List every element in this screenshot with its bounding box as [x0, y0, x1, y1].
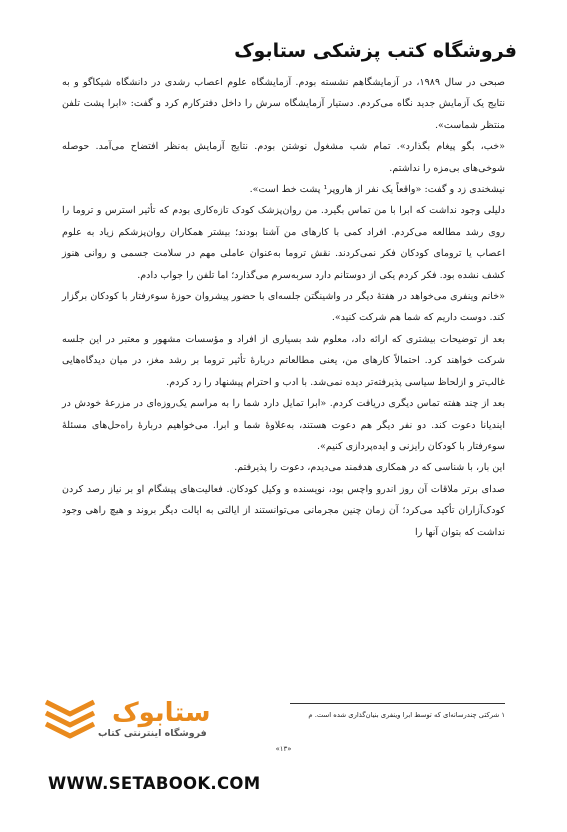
page-number: «۱۳» [275, 745, 292, 753]
paragraph: «خانم وینفری می‌خواهد در هفتهٔ دیگر در واشینگتن جلسه‌ای با حضور پیشروان حوزهٔ سوءرفتار با کودکان برگزار کند. دوست داریم که شما هم شرکت کنید». [62, 291, 505, 324]
site-url[interactable]: WWW.SETABOOK.COM [48, 774, 261, 793]
logo-word: ستابوک [112, 698, 211, 728]
setabook-logo [40, 696, 240, 746]
footnote: ۱ شرکتی چندرسانه‌ای که توسط ابرا وینفری بنیان‌گذاری شده است. م [308, 711, 505, 719]
footnote-divider [290, 703, 505, 704]
paragraph: صدای برتر ملاقات آن روز اندرو واچس بود، نویسنده و وکیل کودکان. فعالیت‌های پیشگام او بر نیاز رصد کردن کودک‌آزاران تأکید می‌کرد؛ آن زمان چنین مجرمانی می‌توانستند از ایالتی به ایالت دیگر بروند و هیچ راهی وجود نداشت که بتوان آنها را [62, 483, 505, 538]
paragraph: این بار، با شناسی که در همکاری هدفمند می‌دیدم، دعوت را پذیرفتم. [234, 462, 505, 474]
paragraph: نیشخندی زد و گفت: «واقعاً یک نفر از هاروپر¹ پشت خط است». [249, 184, 505, 196]
paragraph: صبحی در سال ۱۹۸۹، در آزمایشگاهم نشسته بودم. آزمایشگاه علوم اعصاب رشدی در دانشگاه شیکاگو و به نتایج یک آزمایش جدید نگاه می‌کردم. دستیار آزمایشگاه سرش را داخل دفترکارم کرد و گفت: «ابرا پشت تلفن منتظر شماست». [62, 77, 505, 131]
body-text [62, 72, 505, 543]
book-stack-icon [40, 696, 100, 744]
logo-tagline: فروشگاه اینترنتی کتاب [98, 728, 207, 739]
page-title: فروشگاه کتب پزشکی ستابوک [234, 40, 517, 62]
paragraph: دلیلی وجود نداشت که ابرا با من تماس بگیرد. من روان‌پزشک کودک تازه‌کاری بودم که تأثیر استرس و تروما را روی رشد مطالعه می‌کردم. افراد کمی با کارهای من آشنا بودند؛ بیشتر همکاران روان‌پزشکم زیاد به علوم اعصاب یا تروما‌ی کودکان فکر نمی‌کردند. نقش تروما به‌عنوان عاملی مهم در سلامت جسمی و روانی هنوز کشف نشده بود. فکر کردم یکی از دوستانم دارد سربه‌سرم می‌گذارد؛ اما تلفن را جواب دادم. [62, 205, 505, 281]
paragraph: بعد از چند هفته تماس دیگری دریافت کردم. «ابرا تمایل دارد شما را به مراسم یک‌روزه‌ای در مزرعهٔ خودش در ایندیانا دعوت کند. دو نفر دیگر هم دعوت هستند، به‌علاوهٔ شما و ابرا. می‌خواهیم دربارهٔ راه‌حل‌های مسئلهٔ سوءرفتار با کودکان رایزنی و ایده‌پردازی کنیم». [62, 398, 505, 452]
paragraph: «خب، بگو پیغام بگذارد». تمام شب مشغول نوشتن بودم. نتایج آزمایش به‌نظر افتضاح می‌آمد. حوصله شوخی‌های بی‌مزه را نداشتم. [62, 141, 505, 174]
paragraph: بعد از توضیحات بیشتری که ارائه داد، معلوم شد بسیاری از افراد و مؤسسات مشهور و معتبر در این جلسه شرکت خواهند کرد. احتمالاً کارهای من، یعنی مطالعاتم دربارهٔ تأثیر تروما بر رشد مغز، در میان دیدگاه‌هایی غالب‌تر و ازلحاظ سیاسی پذیرفته‌تر دیده نمی‌شد. با ادب و احترام پیشنهاد را رد کردم. [62, 333, 505, 388]
